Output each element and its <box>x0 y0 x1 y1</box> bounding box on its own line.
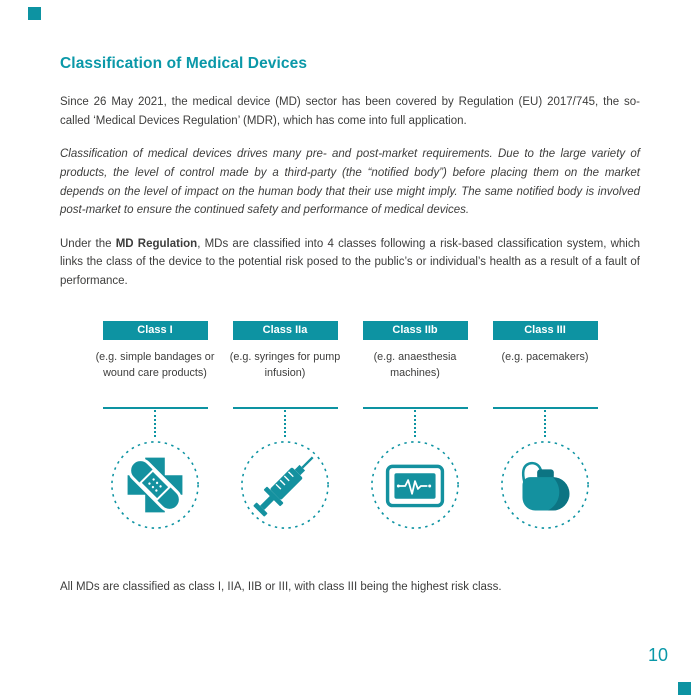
corner-decoration-top-left <box>28 7 41 20</box>
regulation-text-bold: MD Regulation <box>115 237 198 250</box>
divider-line <box>233 407 338 409</box>
class-example: (e.g. syringes for pump infusion) <box>229 350 341 379</box>
intro-paragraph: Since 26 May 2021, the medical device (MD) sector has been covered by Regulation (EU) 2017/745, the so-called ‘Medical Devices Regulation’ (MDR), which has come into full application. <box>60 96 640 127</box>
dotted-connector <box>544 410 546 437</box>
class-column-2 <box>224 321 346 532</box>
class-badge: Class III <box>493 321 598 340</box>
class-example: (e.g. simple bandages or wound care products) <box>95 350 215 379</box>
class-column-3 <box>354 321 476 532</box>
class-example: (e.g. pacemakers) <box>501 350 589 363</box>
class-badge: Class IIb <box>363 321 468 340</box>
class-badge: Class I <box>103 321 208 340</box>
divider-line <box>363 407 468 409</box>
regulation-text-prefix: Under the <box>60 237 116 250</box>
regulation-text-suffix: , MDs are classified into 4 classes following a risk-based classification system, which links the class of the device to the potential risk posed to the public’s or individual’s health as a result of a fault of performance. <box>60 237 640 287</box>
emphasis-paragraph: Classification of medical devices drives many pre- and post-market requirements. Due to the large variety of products, the level of control made by a third-party (the “notified body”) before placing them on the market depends on the level of impact on the human body that their use might imply. The same notified body is involved post-market to ensure the continued safety and performance of medical devices. <box>60 148 640 217</box>
class-column-1 <box>94 321 216 532</box>
page-number: 10 <box>647 645 668 665</box>
class-column-4 <box>484 321 606 532</box>
pacemaker-icon <box>498 438 592 532</box>
monitor-icon <box>368 438 462 532</box>
divider-line <box>103 407 208 409</box>
divider-line <box>493 407 598 409</box>
bandage-icon <box>108 438 202 532</box>
dotted-connector <box>154 410 156 437</box>
class-badge: Class IIa <box>233 321 338 340</box>
dotted-connector <box>284 410 286 437</box>
syringe-icon <box>238 438 332 532</box>
footer-note: All MDs are classified as class I, IIA, IIB or III, with class III being the highest risk class. <box>60 580 502 593</box>
page-title: Classification of Medical Devices <box>60 55 308 72</box>
dotted-connector <box>414 410 416 437</box>
corner-decoration-bottom-right <box>678 682 691 695</box>
regulation-paragraph <box>60 235 640 291</box>
device-classes-row <box>94 321 606 532</box>
class-example: (e.g. anaesthesia machines) <box>373 350 457 379</box>
